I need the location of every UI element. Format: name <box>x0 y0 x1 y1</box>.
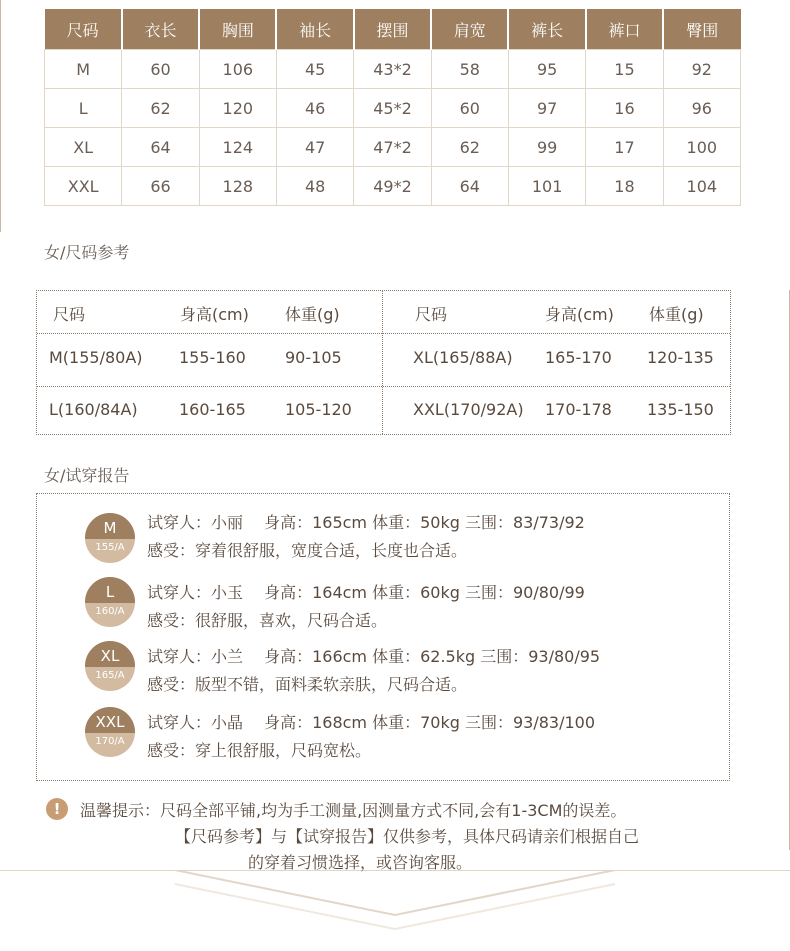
measurement-cell: 15 <box>586 50 663 89</box>
measurement-cell: 58 <box>431 50 508 89</box>
measurement-cell: 47*2 <box>354 128 431 167</box>
measurement-cell: 62 <box>122 89 199 128</box>
tester-feedback: 感受：很舒服，喜欢，尺码合适。 <box>147 611 388 630</box>
warning-icon: ! <box>46 798 68 820</box>
size-reference-title: 女/尺码参考 <box>44 243 130 262</box>
garment-row <box>45 167 741 206</box>
header-cell: 衣长 <box>122 9 199 50</box>
height-header: 身高(cm) <box>545 305 614 324</box>
column-divider <box>382 291 383 434</box>
measurement-cell: 18 <box>586 167 663 206</box>
size-badge <box>85 641 135 691</box>
badge-spec: 155/A <box>95 542 125 553</box>
measurement-cell: 62 <box>431 128 508 167</box>
size-reference-panel <box>36 290 731 435</box>
measurement-cell: 47 <box>276 128 353 167</box>
header-cell: 袖长 <box>276 9 353 50</box>
notice-line-3: 的穿着习惯选择，或咨询客服。 <box>248 853 473 872</box>
bottom-chevron-ornament <box>0 870 790 951</box>
measurement-cell: 17 <box>586 128 663 167</box>
tester-feedback: 感受：穿上很舒服，尺码宽松。 <box>147 741 372 760</box>
measurement-cell: 16 <box>586 89 663 128</box>
measurement-cell: 128 <box>199 167 276 206</box>
measurement-cell: 101 <box>508 167 585 206</box>
size-cell: L(160/84A) <box>49 400 138 419</box>
measurement-cell: 97 <box>508 89 585 128</box>
tester-info: 试穿人：小兰 身高：166cm 体重：62.5kg 三围：93/80/95 <box>147 647 601 666</box>
measurement-cell: 60 <box>122 50 199 89</box>
size-header: 尺码 <box>53 305 86 324</box>
header-cell: 摆围 <box>354 9 431 50</box>
header-cell: 尺码 <box>45 9 122 50</box>
badge-size: XL <box>85 641 135 667</box>
measurement-cell: 99 <box>508 128 585 167</box>
measurement-cell: 104 <box>663 167 740 206</box>
badge-spec: 170/A <box>95 736 125 747</box>
badge-spec: 165/A <box>95 670 125 681</box>
frame-left-line <box>0 0 1 232</box>
measurement-cell: 120 <box>199 89 276 128</box>
tester-info: 试穿人：小玉 身高：164cm 体重：60kg 三围：90/80/99 <box>147 583 585 602</box>
height-header: 身高(cm) <box>180 305 249 324</box>
notice-line-2: 【尺码参考】与【试穿报告】仅供参考，具体尺码请亲们根据自己 <box>175 827 640 846</box>
garment-row <box>45 89 741 128</box>
size-cell: XXL <box>45 167 122 206</box>
garment-header-row <box>45 9 741 50</box>
badge-size: L <box>85 577 135 603</box>
header-cell: 臀围 <box>663 9 740 50</box>
row-divider <box>37 333 730 334</box>
size-cell: XL <box>45 128 122 167</box>
notice-line-1: 温馨提示：尺码全部平铺,均为手工测量,因测量方式不同,会有1-3CM的误差。 <box>80 801 627 820</box>
row-divider <box>37 386 730 387</box>
size-badge <box>85 707 135 757</box>
measurement-cell: 106 <box>199 50 276 89</box>
header-cell: 裤口 <box>586 9 663 50</box>
weight-cell: 105-120 <box>285 400 352 419</box>
height-cell: 170-178 <box>545 400 612 419</box>
measurement-cell: 48 <box>276 167 353 206</box>
measurement-cell: 64 <box>431 167 508 206</box>
garment-size-table <box>44 9 741 206</box>
garment-row <box>45 50 741 89</box>
header-cell: 肩宽 <box>431 9 508 50</box>
height-cell: 155-160 <box>179 348 246 367</box>
size-badge <box>85 577 135 627</box>
size-cell: XL(165/88A) <box>413 348 513 367</box>
measurement-cell: 45 <box>276 50 353 89</box>
measurement-cell: 64 <box>122 128 199 167</box>
height-cell: 165-170 <box>545 348 612 367</box>
badge-spec: 160/A <box>95 606 125 617</box>
size-cell: L <box>45 89 122 128</box>
size-cell: XXL(170/92A) <box>413 400 524 419</box>
measurement-cell: 96 <box>663 89 740 128</box>
tester-feedback: 感受：版型不错，面料柔软亲肤，尺码合适。 <box>147 675 468 694</box>
header-cell: 胸围 <box>199 9 276 50</box>
size-cell: M(155/80A) <box>49 348 143 367</box>
weight-cell: 135-150 <box>647 400 714 419</box>
tester-feedback: 感受：穿着很舒服，宽度合适，长度也合适。 <box>147 541 468 560</box>
measurement-cell: 100 <box>663 128 740 167</box>
size-cell: M <box>45 50 122 89</box>
measurement-cell: 66 <box>122 167 199 206</box>
measurement-cell: 92 <box>663 50 740 89</box>
badge-size: M <box>85 513 135 539</box>
size-badge <box>85 513 135 563</box>
garment-row <box>45 128 741 167</box>
weight-cell: 90-105 <box>285 348 342 367</box>
measurement-cell: 45*2 <box>354 89 431 128</box>
tryon-report-panel <box>36 493 730 781</box>
height-cell: 160-165 <box>179 400 246 419</box>
measurement-cell: 95 <box>508 50 585 89</box>
measurement-cell: 60 <box>431 89 508 128</box>
measurement-cell: 124 <box>199 128 276 167</box>
measurement-cell: 49*2 <box>354 167 431 206</box>
tester-info: 试穿人：小晶 身高：168cm 体重：70kg 三围：93/83/100 <box>147 713 596 732</box>
tryon-report-title: 女/试穿报告 <box>44 466 130 485</box>
measurement-cell: 43*2 <box>354 50 431 89</box>
size-header: 尺码 <box>415 305 448 324</box>
measurement-cell: 46 <box>276 89 353 128</box>
badge-size: XXL <box>85 707 135 733</box>
header-cell: 裤长 <box>508 9 585 50</box>
tester-info: 试穿人：小丽 身高：165cm 体重：50kg 三围：83/73/92 <box>147 513 585 532</box>
weight-header: 体重(g) <box>285 305 340 324</box>
weight-header: 体重(g) <box>649 305 704 324</box>
weight-cell: 120-135 <box>647 348 714 367</box>
